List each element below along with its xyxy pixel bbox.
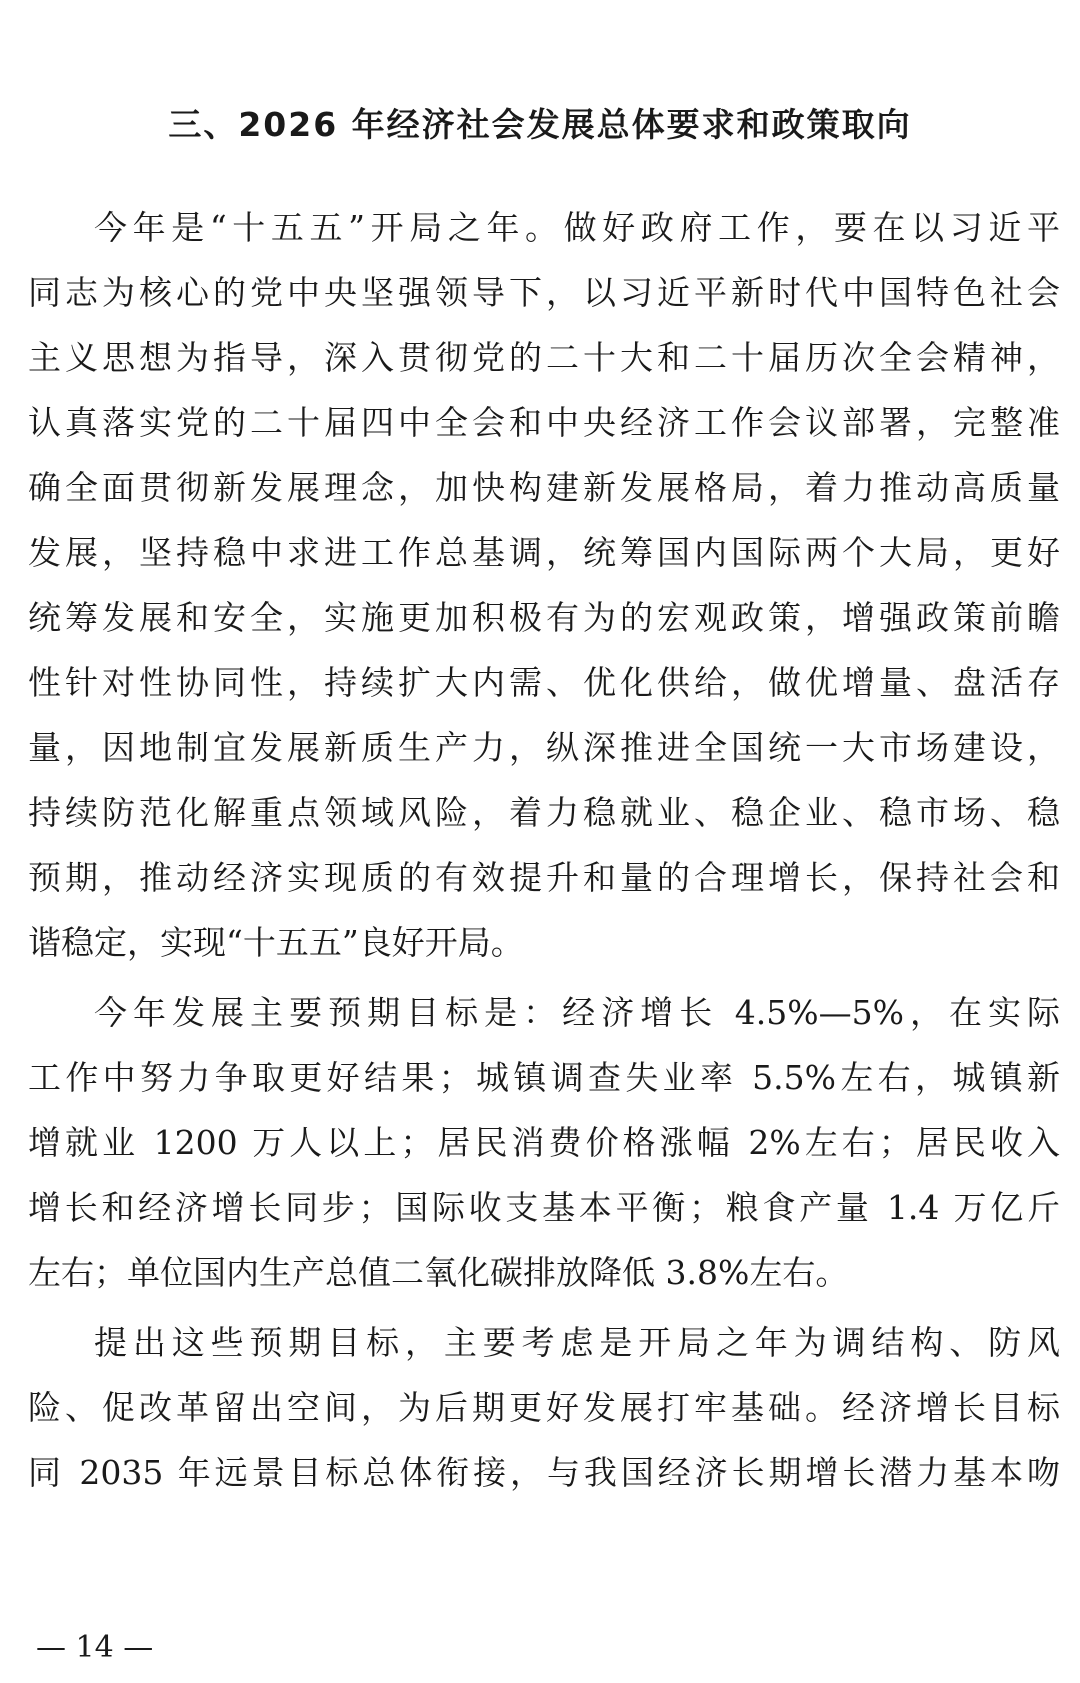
- paragraph-line: 险、促改革留出空间，为后期更好发展打牢基础。经济增长目标: [28, 1388, 1060, 1427]
- paragraph-line: 左右；单位国内生产总值二氧化碳排放降低 3.8%左右。: [28, 1253, 849, 1292]
- paragraph-line: 同 2035 年远景目标总体衔接，与我国经济长期增长潜力基本吻: [28, 1453, 1060, 1492]
- paragraph-line: 谐稳定，实现“十五五”良好开局。: [28, 923, 524, 962]
- paragraph-line: 增长和经济增长同步；国际收支基本平衡；粮食产量 1.4 万亿斤: [28, 1188, 1060, 1227]
- page-number: — 14 —: [36, 1630, 154, 1665]
- paragraph-line: 认真落实党的二十届四中全会和中央经济工作会议部署，完整准: [28, 403, 1060, 442]
- paragraph-line: 今年发展主要预期目标是：经济增长 4.5%—5%，在实际: [94, 993, 1060, 1032]
- paragraph-line: 预期，推动经济实现质的有效提升和量的合理增长，保持社会和: [28, 858, 1060, 897]
- paragraph-line: 工作中努力争取更好结果；城镇调查失业率 5.5%左右，城镇新: [28, 1058, 1060, 1097]
- paragraph-line: 提出这些预期目标，主要考虑是开局之年为调结构、防风: [94, 1323, 1060, 1362]
- paragraph-line: 今年是“十五五”开局之年。做好政府工作，要在以习近平: [94, 208, 1060, 247]
- section-heading: 三、2026 年经济社会发展总体要求和政策取向: [168, 105, 912, 144]
- paragraph-line: 主义思想为指导，深入贯彻党的二十大和二十届历次全会精神，: [28, 338, 1060, 377]
- paragraph-line: 持续防范化解重点领域风险，着力稳就业、稳企业、稳市场、稳: [28, 793, 1060, 832]
- paragraph-line: 发展，坚持稳中求进工作总基调，统筹国内国际两个大局，更好: [28, 533, 1060, 572]
- paragraph-line: 量，因地制宜发展新质生产力，纵深推进全国统一大市场建设，: [28, 728, 1060, 767]
- paragraph-line: 增就业 1200 万人以上；居民消费价格涨幅 2%左右；居民收入: [28, 1123, 1060, 1162]
- paragraph-line: 性针对性协同性，持续扩大内需、优化供给，做优增量、盘活存: [28, 663, 1060, 702]
- paragraph-line: 确全面贯彻新发展理念，加快构建新发展格局，着力推动高质量: [28, 468, 1060, 507]
- paragraph-line: 统筹发展和安全，实施更加积极有为的宏观政策，增强政策前瞻: [28, 598, 1060, 637]
- paragraph-line: 同志为核心的党中央坚强领导下，以习近平新时代中国特色社会: [28, 273, 1060, 312]
